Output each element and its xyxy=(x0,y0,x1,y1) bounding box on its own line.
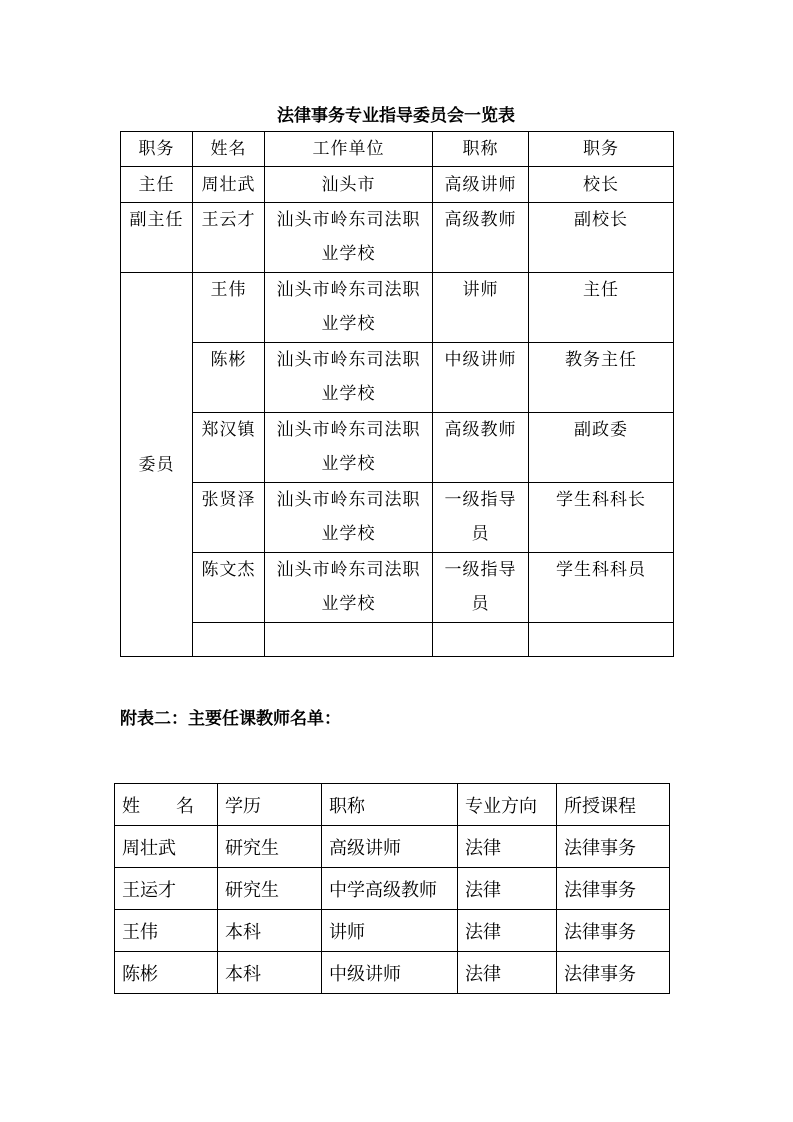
org-cell: 汕头市岭东司法职业学校 xyxy=(265,553,433,623)
name-cell: 陈彬 xyxy=(115,952,218,994)
position-cell: 学生科科员 xyxy=(529,553,674,623)
table-row xyxy=(121,273,674,343)
name-cell: 周壮武 xyxy=(193,167,265,203)
title-cell: 一级指导员 xyxy=(433,483,529,553)
teachers-title: 附表二：主要任课教师名单： xyxy=(120,709,341,729)
title-cell: 高级教师 xyxy=(433,203,529,273)
major-cell: 法律 xyxy=(458,868,557,910)
name-cell: 张贤泽 xyxy=(193,483,265,553)
position-cell: 副校长 xyxy=(529,203,674,273)
header-position: 职务 xyxy=(529,132,674,167)
header-name: 姓名 xyxy=(193,132,265,167)
course-cell: 法律事务 xyxy=(557,826,670,868)
name-cell: 王云才 xyxy=(193,203,265,273)
committee-table xyxy=(120,131,674,657)
empty-cell xyxy=(529,623,674,657)
course-cell: 法律事务 xyxy=(557,868,670,910)
header-name-first-char: 姓 xyxy=(122,795,140,817)
name-cell: 郑汉镇 xyxy=(193,413,265,483)
table-row xyxy=(121,343,674,413)
major-cell: 法律 xyxy=(458,910,557,952)
empty-cell xyxy=(433,623,529,657)
org-cell: 汕头市 xyxy=(265,167,433,203)
title-cell: 高级教师 xyxy=(433,413,529,483)
table-row xyxy=(121,553,674,623)
table-row xyxy=(115,910,670,952)
header-major: 专业方向 xyxy=(458,784,557,826)
header-title: 职称 xyxy=(433,132,529,167)
name-cell: 周壮武 xyxy=(115,826,218,868)
title-cell: 高级讲师 xyxy=(433,167,529,203)
name-cell: 陈彬 xyxy=(193,343,265,413)
members-role-cell: 委员 xyxy=(121,273,193,657)
org-cell: 汕头市岭东司法职业学校 xyxy=(265,413,433,483)
name-cell: 王运才 xyxy=(115,868,218,910)
header-title: 职称 xyxy=(322,784,458,826)
position-cell: 教务主任 xyxy=(529,343,674,413)
role-cell: 主任 xyxy=(121,167,193,203)
header-org: 工作单位 xyxy=(265,132,433,167)
header-course: 所授课程 xyxy=(557,784,670,826)
position-cell: 校长 xyxy=(529,167,674,203)
name-cell: 陈文杰 xyxy=(193,553,265,623)
org-cell: 汕头市岭东司法职业学校 xyxy=(265,483,433,553)
empty-cell xyxy=(193,623,265,657)
header-role: 职务 xyxy=(121,132,193,167)
course-cell: 法律事务 xyxy=(557,910,670,952)
table-row xyxy=(121,413,674,483)
teachers-header-row xyxy=(115,784,670,826)
table-row xyxy=(121,203,674,273)
title-cell: 一级指导员 xyxy=(433,553,529,623)
title-cell: 讲师 xyxy=(322,910,458,952)
header-name xyxy=(115,784,218,826)
table-row xyxy=(121,483,674,553)
table-row xyxy=(115,826,670,868)
empty-row xyxy=(121,623,674,657)
teachers-table xyxy=(114,783,670,994)
committee-header-row xyxy=(121,132,674,167)
major-cell: 法律 xyxy=(458,952,557,994)
title-cell: 高级讲师 xyxy=(322,826,458,868)
org-cell: 汕头市岭东司法职业学校 xyxy=(265,343,433,413)
header-education: 学历 xyxy=(218,784,322,826)
title-cell: 中级讲师 xyxy=(322,952,458,994)
title-cell: 中级讲师 xyxy=(433,343,529,413)
org-cell: 汕头市岭东司法职业学校 xyxy=(265,273,433,343)
course-cell: 法律事务 xyxy=(557,952,670,994)
education-cell: 研究生 xyxy=(218,868,322,910)
header-name-second-char: 名 xyxy=(176,795,194,817)
education-cell: 本科 xyxy=(218,910,322,952)
title-cell: 讲师 xyxy=(433,273,529,343)
table-row xyxy=(121,167,674,203)
table-row xyxy=(115,868,670,910)
name-cell: 王伟 xyxy=(193,273,265,343)
committee-title: 法律事务专业指导委员会一览表 xyxy=(277,106,515,126)
role-cell: 副主任 xyxy=(121,203,193,273)
education-cell: 研究生 xyxy=(218,826,322,868)
position-cell: 主任 xyxy=(529,273,674,343)
title-cell: 中学高级教师 xyxy=(322,868,458,910)
empty-cell xyxy=(265,623,433,657)
major-cell: 法律 xyxy=(458,826,557,868)
name-cell: 王伟 xyxy=(115,910,218,952)
table-row xyxy=(115,952,670,994)
org-cell: 汕头市岭东司法职业学校 xyxy=(265,203,433,273)
position-cell: 副政委 xyxy=(529,413,674,483)
education-cell: 本科 xyxy=(218,952,322,994)
position-cell: 学生科科长 xyxy=(529,483,674,553)
